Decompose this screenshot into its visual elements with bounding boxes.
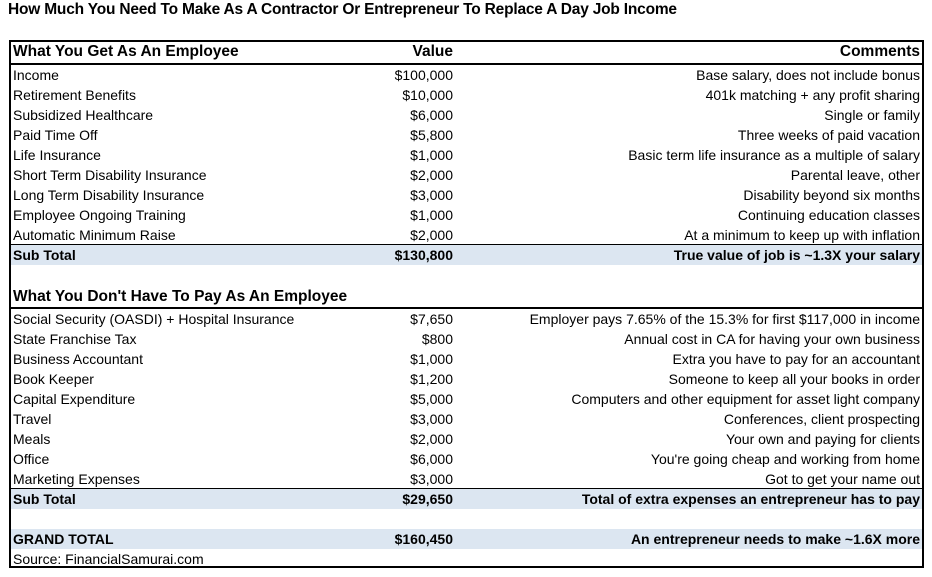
row-label: Retirement Benefits <box>13 87 136 103</box>
grand-total-row <box>11 529 922 549</box>
section2-subtotal-row <box>11 489 922 509</box>
row-label: Social Security (OASDI) + Hospital Insurance <box>13 311 295 327</box>
table-row <box>11 429 922 449</box>
row-comment: Three weeks of paid vacation <box>737 127 920 143</box>
row-comment: You're going cheap and working from home <box>650 451 920 467</box>
row-value: $800 <box>421 331 453 347</box>
row-label: Business Accountant <box>13 351 143 367</box>
table-row <box>11 105 922 125</box>
row-value: $10,000 <box>402 87 453 103</box>
row-value: $5,800 <box>410 127 453 143</box>
row-comment: Your own and paying for clients <box>725 431 920 447</box>
row-label: State Franchise Tax <box>13 331 137 347</box>
row-comment: Parental leave, other <box>790 167 920 183</box>
row-comment: Extra you have to pay for an accountant <box>672 351 920 367</box>
comments-column-header: Comments <box>839 43 920 60</box>
row-value: $3,000 <box>410 471 453 487</box>
row-value: $1,000 <box>410 207 453 223</box>
section2-header-label: What You Don't Have To Pay As An Employee <box>13 288 348 305</box>
section1-header-row <box>11 41 922 63</box>
row-value: $2,000 <box>410 431 453 447</box>
row-value: $7,650 <box>410 311 453 327</box>
row-comment: Basic term life insurance as a multiple of salary <box>628 147 920 163</box>
table-row <box>11 85 922 105</box>
row-value: $3,000 <box>410 187 453 203</box>
subtotal-label: Sub Total <box>13 247 76 263</box>
grand-total-comment: An entrepreneur needs to make ~1.6X more <box>630 531 920 547</box>
row-label: Book Keeper <box>13 371 94 387</box>
row-value: $1,000 <box>410 351 453 367</box>
table-row <box>11 369 922 389</box>
row-comment: Base salary, does not include bonus <box>696 67 920 83</box>
section2-header-row <box>11 286 922 308</box>
row-value: $1,000 <box>410 147 453 163</box>
grand-total-value: $160,450 <box>394 531 453 547</box>
table-row <box>11 309 922 329</box>
row-comment: Disability beyond six months <box>743 187 920 203</box>
row-value: $6,000 <box>410 107 453 123</box>
row-comment: Got to get your name out <box>765 471 920 487</box>
row-label: Paid Time Off <box>13 127 98 143</box>
subtotal-value: $29,650 <box>402 491 453 507</box>
grand-total-label: GRAND TOTAL <box>13 531 114 547</box>
row-value: $2,000 <box>410 227 453 243</box>
row-comment: Continuing education classes <box>737 207 920 223</box>
table-row <box>11 165 922 185</box>
subtotal-value: $130,800 <box>394 247 453 263</box>
row-comment: Single or family <box>824 107 920 123</box>
table-row <box>11 65 922 85</box>
table-row <box>11 449 922 469</box>
row-label: Marketing Expenses <box>13 471 140 487</box>
row-label: Automatic Minimum Raise <box>13 227 176 243</box>
row-value: $3,000 <box>410 411 453 427</box>
row-label: Long Term Disability Insurance <box>13 187 205 203</box>
row-label: Income <box>13 67 59 83</box>
row-value: $6,000 <box>410 451 453 467</box>
row-value: $100,000 <box>394 67 453 83</box>
subtotal-comment: Total of extra expenses an entrepreneur has to pay <box>581 491 920 507</box>
row-comment: At a minimum to keep up with inflation <box>684 227 920 243</box>
section1-subtotal-row <box>11 245 922 265</box>
row-label: Short Term Disability Insurance <box>13 167 207 183</box>
row-label: Office <box>13 451 50 467</box>
table-row <box>11 329 922 349</box>
table-row <box>11 225 922 245</box>
value-column-header: Value <box>412 43 453 60</box>
row-value: $2,000 <box>410 167 453 183</box>
row-comment: Someone to keep all your books in order <box>668 371 920 387</box>
row-comment: Employer pays 7.65% of the 15.3% for first $117,000 in income <box>529 311 920 327</box>
subtotal-label: Sub Total <box>13 491 76 507</box>
page-title: How Much You Need To Make As A Contractor Or Entrepreneur To Replace A Day Job Income <box>8 1 677 18</box>
row-label: Subsidized Healthcare <box>13 107 154 123</box>
row-value: $5,000 <box>410 391 453 407</box>
row-comment: 401k matching + any profit sharing <box>705 87 920 103</box>
row-comment: Annual cost in CA for having your own business <box>624 331 920 347</box>
table-row <box>11 349 922 369</box>
source-note: Source: FinancialSamurai.com <box>13 551 204 567</box>
table-row <box>11 389 922 409</box>
subtotal-comment: True value of job is ~1.3X your salary <box>673 247 920 263</box>
table-row <box>11 409 922 429</box>
row-label: Meals <box>13 431 51 447</box>
row-comment: Computers and other equipment for asset light company <box>571 391 920 407</box>
row-value: $1,200 <box>410 371 453 387</box>
table-row <box>11 145 922 165</box>
table-row <box>11 125 922 145</box>
table-row <box>11 469 922 489</box>
source-row <box>11 549 922 569</box>
row-label: Life Insurance <box>13 147 101 163</box>
table-row <box>11 205 922 225</box>
row-label: Capital Expenditure <box>13 391 136 407</box>
row-comment: Conferences, client prospecting <box>723 411 920 427</box>
table-row <box>11 185 922 205</box>
row-label: Travel <box>13 411 52 427</box>
section1-header-label: What You Get As An Employee <box>13 43 239 60</box>
row-label: Employee Ongoing Training <box>13 207 186 223</box>
